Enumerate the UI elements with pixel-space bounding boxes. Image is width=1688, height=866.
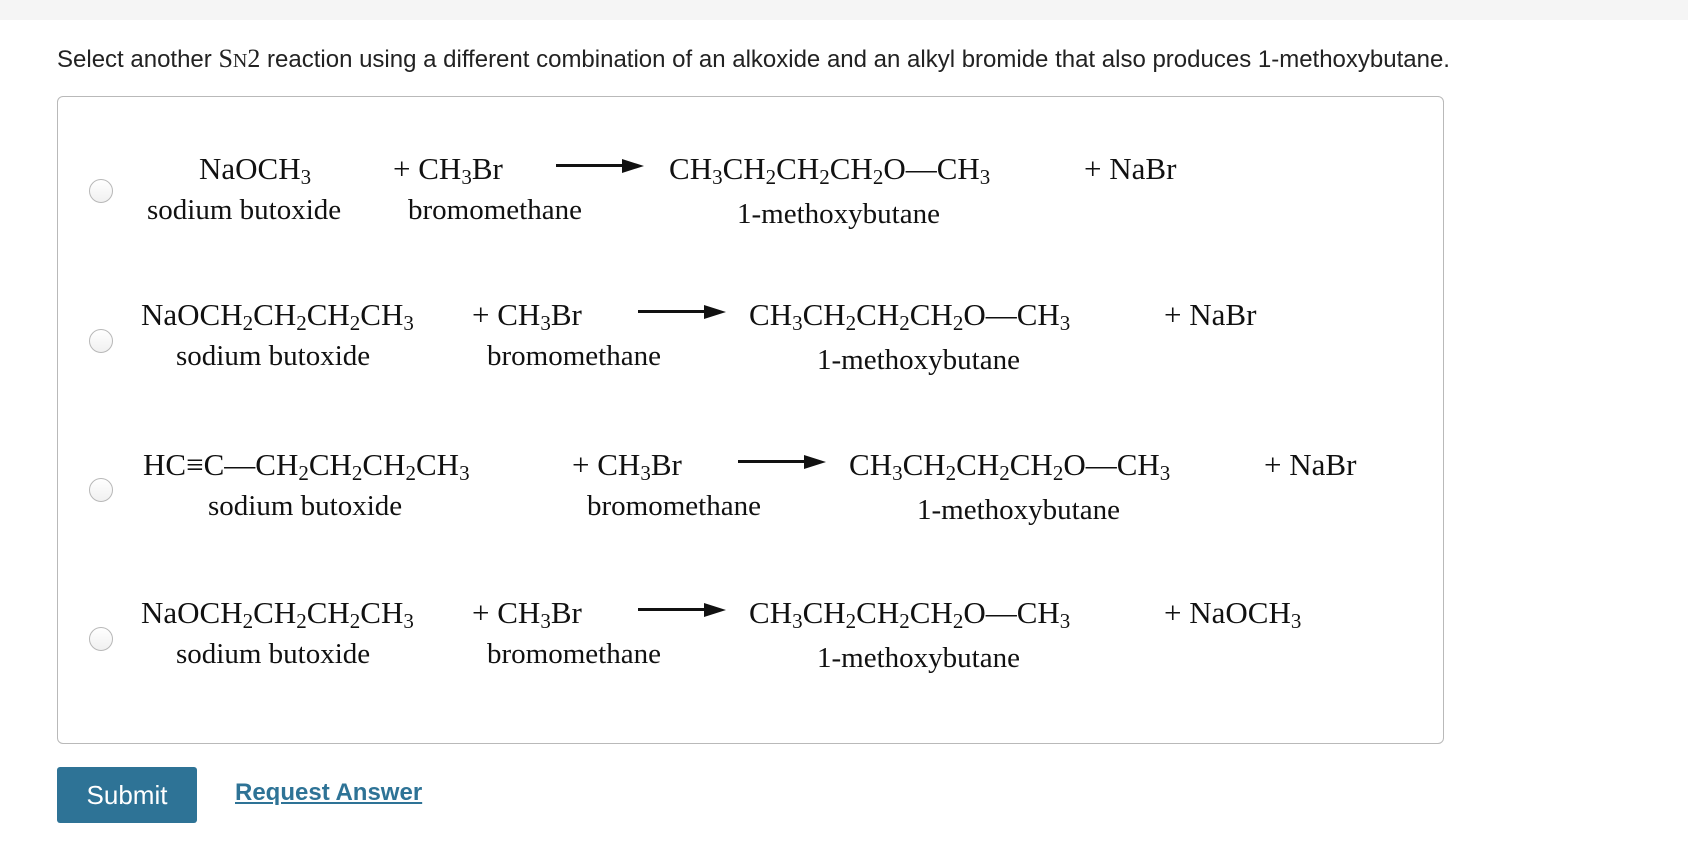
option-1-radio[interactable]: [89, 179, 113, 203]
option-4-product: $CH_3CH_2CH_2CH_2O—CH_3$: [749, 595, 1071, 633]
option-3-radio[interactable]: [89, 478, 113, 502]
question-text: [57, 44, 1657, 74]
option-3-reactant-1-name: sodium butoxide: [208, 490, 403, 522]
option-4-reaction-arrow: [638, 603, 726, 617]
option-1-reactant-1: NaOCH$_3$: [199, 151, 312, 189]
option-2-byproduct: + NaBr: [1164, 297, 1257, 332]
option-2-radio[interactable]: [89, 329, 113, 353]
answer-options-box: [57, 96, 1444, 744]
option-1-reaction-arrow: [556, 159, 644, 173]
option-1-reactant-2: + $CH_3Br$: [393, 151, 503, 189]
option-3-reactant-2: + $CH_3Br$: [572, 447, 682, 485]
option-4-reactant-2-name: bromomethane: [487, 638, 661, 670]
option-2-reactant-1-name: sodium butoxide: [176, 340, 371, 372]
option-4-product-name: 1-methoxybutane: [817, 642, 1020, 674]
option-2-product-name: 1-methoxybutane: [817, 344, 1020, 376]
option-2-reactant-2-name: bromomethane: [487, 340, 661, 372]
question-suffix: reaction using a different combination of an alkoxide and an alkyl bromide that also produces 1-methoxybutane.: [260, 46, 1450, 73]
option-4-radio[interactable]: [89, 627, 113, 651]
option-1-product-name: 1-methoxybutane: [737, 198, 940, 230]
submit-button[interactable]: Submit: [57, 767, 197, 823]
option-3-reactant-1: $HC\equiv C—CH_2CH_2CH_2CH_3$: [143, 447, 470, 485]
option-4-reactant-1-name: sodium butoxide: [176, 638, 371, 670]
option-1-byproduct: + NaBr: [1084, 151, 1177, 186]
option-1-reactant-2-name: bromomethane: [408, 194, 582, 226]
option-1-product: $CH_3CH_2CH_2CH_2O—CH_3$: [669, 151, 991, 189]
option-3-byproduct: + NaBr: [1264, 447, 1357, 482]
question-prefix: Select another: [57, 46, 219, 73]
sn2-label: SN2: [218, 44, 261, 73]
option-2-reactant-2: + $CH_3Br$: [472, 297, 582, 335]
option-4-reactant-1: $NaOCH_2CH_2CH_2CH_3$: [141, 595, 414, 633]
option-4-byproduct: + NaOCH$_3$: [1164, 595, 1302, 633]
top-bar: [0, 0, 1688, 20]
request-answer-link[interactable]: Request Answer: [235, 779, 423, 806]
option-2-product: $CH_3CH_2CH_2CH_2O—CH_3$: [749, 297, 1071, 335]
option-1-reactant-1-name: sodium butoxide: [147, 194, 342, 226]
option-3-reaction-arrow: [738, 455, 826, 469]
option-3-product-name: 1-methoxybutane: [917, 494, 1120, 526]
option-2-reaction-arrow: [638, 305, 726, 319]
option-3-reactant-2-name: bromomethane: [587, 490, 761, 522]
option-2-reactant-1: $NaOCH_2CH_2CH_2CH_3$: [141, 297, 414, 335]
option-3-product: $CH_3CH_2CH_2CH_2O—CH_3$: [849, 447, 1171, 485]
option-4-reactant-2: + $CH_3Br$: [472, 595, 582, 633]
